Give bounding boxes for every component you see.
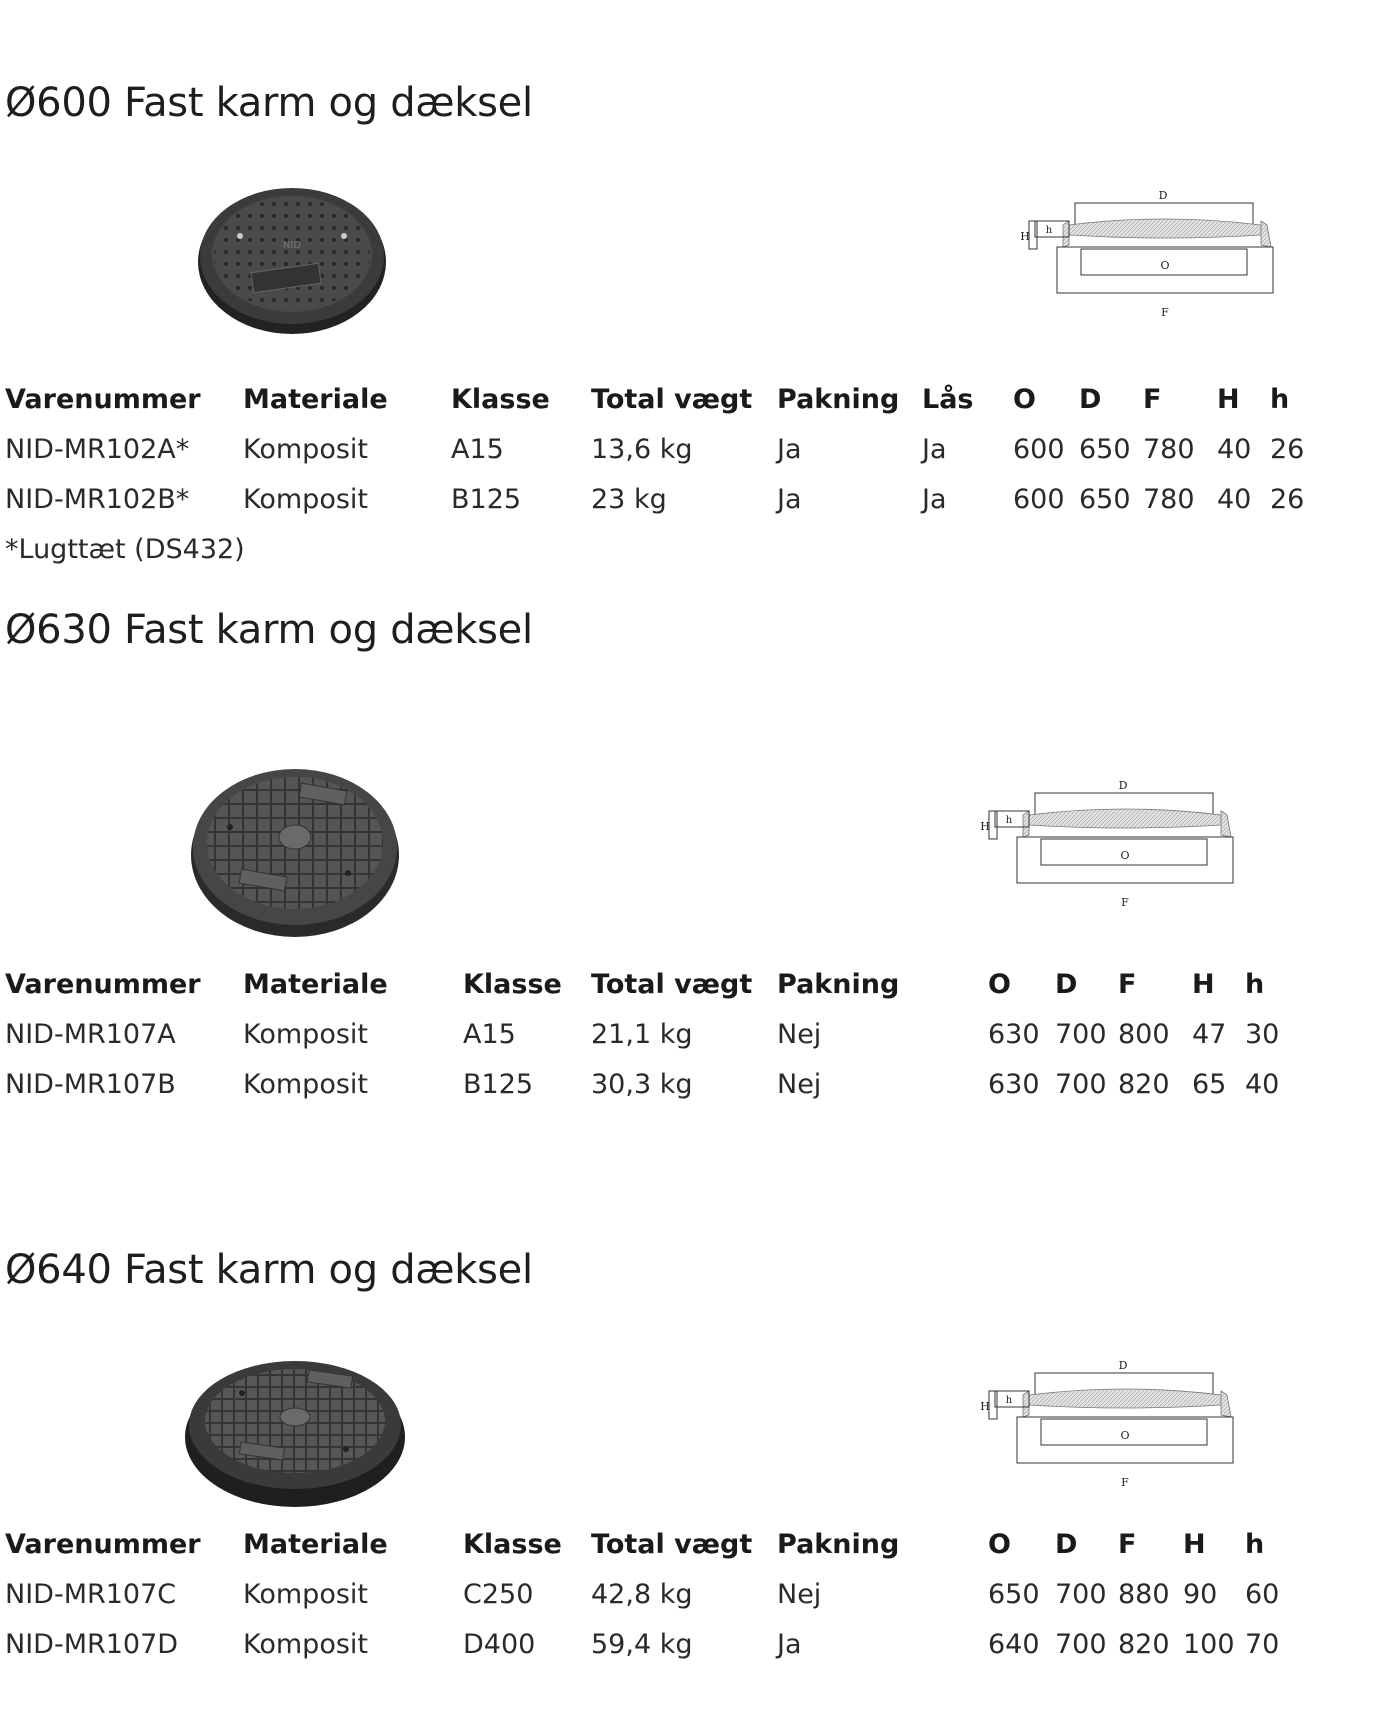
cell-class: B125	[463, 1069, 534, 1100]
diagram-label-h-small: h	[1045, 225, 1053, 236]
cell-f: 780	[1143, 434, 1195, 465]
diagram-label-d: D	[1158, 189, 1168, 202]
photo-badge-text: NID	[282, 240, 302, 251]
cell-o: 630	[988, 1069, 1040, 1100]
cell-gasket: Ja	[777, 484, 802, 515]
cell-f: 800	[1118, 1019, 1170, 1050]
col-header: H	[1183, 1529, 1206, 1560]
diagram-label-o: O	[1120, 849, 1130, 862]
diagram-label-o: O	[1160, 259, 1170, 272]
cell-material: Komposit	[243, 1069, 368, 1100]
cell-lock: Ja	[922, 484, 947, 515]
col-header: Klasse	[463, 1529, 562, 1560]
cell-h-small: 26	[1270, 484, 1305, 515]
cell-h-small: 26	[1270, 434, 1305, 465]
cell-class: B125	[451, 484, 522, 515]
col-header: O	[988, 969, 1011, 1000]
spec-table-600-header	[0, 380, 1395, 420]
diagram-label-h-small: h	[1005, 815, 1013, 826]
section-title-600: Ø600 Fast karm og dæksel	[5, 80, 533, 126]
cell-h-big: 40	[1217, 434, 1252, 465]
diagram-label-f: F	[1121, 1476, 1129, 1489]
cell-d: 700	[1055, 1579, 1107, 1610]
cell-item-number: NID-MR107C	[5, 1579, 177, 1610]
cell-f: 780	[1143, 484, 1195, 515]
table-row	[0, 1015, 1395, 1055]
cell-weight: 59,4 kg	[591, 1629, 693, 1660]
cell-d: 650	[1079, 484, 1131, 515]
diagram-label-h-big: H	[980, 820, 990, 833]
table-row	[0, 1065, 1395, 1105]
footnote-odor-tight: *Lugttæt (DS432)	[5, 534, 245, 565]
table-row	[0, 430, 1395, 470]
cell-d: 700	[1055, 1019, 1107, 1050]
col-header: D	[1055, 1529, 1078, 1560]
col-header: F	[1118, 969, 1137, 1000]
col-header: h	[1245, 969, 1265, 1000]
col-header: Pakning	[777, 1529, 900, 1560]
dimension-diagram-640	[975, 1355, 1245, 1495]
table-row	[0, 480, 1395, 520]
col-header: Materiale	[243, 969, 388, 1000]
cell-f: 820	[1118, 1069, 1170, 1100]
diagram-label-h-big: H	[1020, 230, 1030, 243]
cell-item-number: NID-MR107D	[5, 1629, 179, 1660]
cell-gasket: Nej	[777, 1019, 822, 1050]
cell-h-small: 60	[1245, 1579, 1280, 1610]
spec-table-640-header	[0, 1525, 1395, 1565]
col-header: Materiale	[243, 384, 388, 415]
diagram-label-h-small: h	[1005, 1395, 1013, 1406]
col-header: h	[1270, 384, 1290, 415]
cell-d: 700	[1055, 1629, 1107, 1660]
section-title-630: Ø630 Fast karm og dæksel	[5, 607, 533, 653]
cell-weight: 30,3 kg	[591, 1069, 693, 1100]
cell-class: A15	[451, 434, 504, 465]
col-header: O	[1013, 384, 1036, 415]
cell-gasket: Nej	[777, 1069, 822, 1100]
col-header: Lås	[922, 384, 974, 415]
cell-class: A15	[463, 1019, 516, 1050]
col-header: Varenummer	[5, 384, 201, 415]
diagram-label-h-big: H	[980, 1400, 990, 1413]
col-header: Pakning	[777, 384, 900, 415]
cell-o: 640	[988, 1629, 1040, 1660]
cell-h-small: 70	[1245, 1629, 1280, 1660]
cell-material: Komposit	[243, 1629, 368, 1660]
cell-material: Komposit	[243, 1019, 368, 1050]
cell-h-small: 40	[1245, 1069, 1280, 1100]
col-header: Klasse	[463, 969, 562, 1000]
col-header: O	[988, 1529, 1011, 1560]
cell-h-big: 100	[1183, 1629, 1235, 1660]
col-header: Materiale	[243, 1529, 388, 1560]
table-row	[0, 1625, 1395, 1665]
cell-h-big: 90	[1183, 1579, 1218, 1610]
cell-h-big: 40	[1217, 484, 1252, 515]
col-header: F	[1118, 1529, 1137, 1560]
cell-weight: 21,1 kg	[591, 1019, 693, 1050]
cell-class: D400	[463, 1629, 536, 1660]
manhole-cover-photo-600	[160, 150, 400, 360]
col-header: h	[1245, 1529, 1265, 1560]
cell-o: 630	[988, 1019, 1040, 1050]
cell-item-number: NID-MR107B	[5, 1069, 176, 1100]
dimension-diagram-630	[975, 775, 1245, 915]
cell-material: Komposit	[243, 1579, 368, 1610]
cell-d: 700	[1055, 1069, 1107, 1100]
col-header: Total vægt	[591, 1529, 753, 1560]
cell-gasket: Nej	[777, 1579, 822, 1610]
cell-h-small: 30	[1245, 1019, 1280, 1050]
diagram-label-d: D	[1118, 779, 1128, 792]
cell-f: 880	[1118, 1579, 1170, 1610]
cell-h-big: 47	[1192, 1019, 1227, 1050]
col-header: Varenummer	[5, 1529, 201, 1560]
cell-o: 650	[988, 1579, 1040, 1610]
col-header: F	[1143, 384, 1162, 415]
table-row	[0, 1575, 1395, 1615]
cell-material: Komposit	[243, 484, 368, 515]
cell-material: Komposit	[243, 434, 368, 465]
cell-o: 600	[1013, 484, 1065, 515]
dimension-diagram-600	[1015, 185, 1285, 325]
cell-weight: 23 kg	[591, 484, 667, 515]
col-header: D	[1055, 969, 1078, 1000]
col-header: Total vægt	[591, 384, 753, 415]
cell-gasket: Ja	[777, 1629, 802, 1660]
cell-gasket: Ja	[777, 434, 802, 465]
manhole-cover-photo-640	[180, 1345, 415, 1510]
section-title-640: Ø640 Fast karm og dæksel	[5, 1247, 533, 1293]
cell-weight: 13,6 kg	[591, 434, 693, 465]
cell-item-number: NID-MR102B*	[5, 484, 190, 515]
cell-f: 820	[1118, 1629, 1170, 1660]
col-header: Klasse	[451, 384, 550, 415]
diagram-label-o: O	[1120, 1429, 1130, 1442]
diagram-label-d: D	[1118, 1359, 1128, 1372]
cell-item-number: NID-MR102A*	[5, 434, 190, 465]
cell-d: 650	[1079, 434, 1131, 465]
col-header: Varenummer	[5, 969, 201, 1000]
cell-h-big: 65	[1192, 1069, 1227, 1100]
col-header: D	[1079, 384, 1102, 415]
cell-weight: 42,8 kg	[591, 1579, 693, 1610]
diagram-label-f: F	[1161, 306, 1169, 319]
cell-o: 600	[1013, 434, 1065, 465]
cell-class: C250	[463, 1579, 534, 1610]
cell-item-number: NID-MR107A	[5, 1019, 176, 1050]
spec-table-630-header	[0, 965, 1395, 1005]
manhole-cover-photo-630	[180, 755, 410, 940]
col-header: H	[1192, 969, 1215, 1000]
col-header: Total vægt	[591, 969, 753, 1000]
col-header: Pakning	[777, 969, 900, 1000]
col-header: H	[1217, 384, 1240, 415]
diagram-label-f: F	[1121, 896, 1129, 909]
cell-lock: Ja	[922, 434, 947, 465]
